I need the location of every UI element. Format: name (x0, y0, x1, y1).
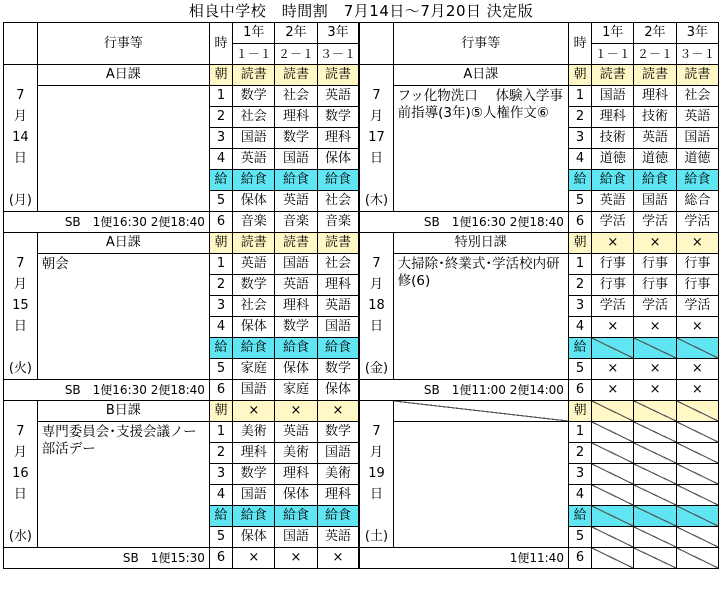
subject-cell: 国語 (275, 527, 317, 548)
subject-cell: 国語 (275, 254, 317, 275)
subject-cell: 学活 (634, 212, 676, 233)
period-label: 1 (209, 86, 232, 107)
grade-header: 2年 (275, 23, 317, 44)
subject-cell: × (233, 401, 275, 422)
subject-cell (592, 443, 634, 464)
date-char (4, 170, 38, 191)
date-char (359, 506, 393, 527)
subject-cell: 行事 (634, 254, 676, 275)
grade-header: 2年 (634, 23, 676, 44)
subject-cell: 保体 (233, 527, 275, 548)
subject-cell: 保体 (233, 191, 275, 212)
subject-cell: 保体 (275, 359, 317, 380)
subject-cell: 読書 (592, 65, 634, 86)
date-char: 日 (4, 485, 38, 506)
subject-cell: 英語 (317, 296, 359, 317)
subject-cell: × (676, 233, 718, 254)
date-char: (月) (4, 191, 38, 212)
subject-cell: 国語 (275, 149, 317, 170)
subject-cell: × (676, 317, 718, 338)
subject-cell: 社会 (676, 86, 718, 107)
date-blank (4, 65, 38, 86)
subject-cell: 社会 (233, 296, 275, 317)
course-label (393, 401, 568, 422)
date-char: 月 (4, 275, 38, 296)
class-header: ３－１ (317, 44, 359, 65)
subject-cell: 行事 (676, 275, 718, 296)
subject-cell: × (233, 548, 275, 569)
period-label: 1 (209, 422, 232, 443)
subject-cell: 英語 (592, 191, 634, 212)
subject-cell: 理科 (634, 86, 676, 107)
subject-cell: 給食 (275, 338, 317, 359)
period-label: 4 (209, 149, 232, 170)
grade-header: 1年 (592, 23, 634, 44)
subject-cell: × (275, 548, 317, 569)
period-label: 1 (209, 254, 232, 275)
subject-cell: 国語 (592, 86, 634, 107)
event-notes (393, 422, 568, 548)
subject-cell: 給食 (275, 506, 317, 527)
course-label: A日課 (393, 65, 568, 86)
subject-cell: 数学 (233, 86, 275, 107)
subject-cell: 国語 (233, 380, 275, 401)
subject-cell: × (634, 359, 676, 380)
period-label: 給 (568, 170, 591, 191)
period-label: 朝 (209, 401, 232, 422)
subject-cell: 理科 (233, 443, 275, 464)
period-label: 6 (568, 212, 591, 233)
subject-cell: 理科 (275, 464, 317, 485)
period-label: 3 (568, 464, 591, 485)
date-blank (4, 233, 38, 254)
subject-cell (676, 401, 718, 422)
subject-cell: 読書 (676, 65, 718, 86)
date-char (4, 506, 38, 527)
subject-cell: 理科 (317, 485, 359, 506)
date-char: 7 (359, 86, 393, 107)
subject-cell (592, 464, 634, 485)
period-header-right: 時 (568, 23, 591, 65)
subject-cell: 学活 (592, 296, 634, 317)
period-label: 2 (568, 107, 591, 128)
period-label: 2 (209, 107, 232, 128)
subject-cell: 道徳 (634, 149, 676, 170)
timetable-grid (3, 22, 719, 569)
period-label: 5 (568, 527, 591, 548)
subject-cell: 数学 (317, 359, 359, 380)
subject-cell (676, 548, 718, 569)
period-label: 3 (568, 296, 591, 317)
subject-cell (676, 485, 718, 506)
subject-cell: 音楽 (233, 212, 275, 233)
page-title: 相良中学校 時間割 7月14日～7月20日 決定版 (188, 2, 534, 20)
bus-schedule: SB 1便16:30 2便18:40 (4, 380, 210, 401)
bus-schedule: SB 1便16:30 2便18:40 (4, 212, 210, 233)
subject-cell: 社会 (233, 107, 275, 128)
subject-cell: 学活 (634, 296, 676, 317)
date-char: 日 (359, 149, 393, 170)
subject-cell (676, 338, 718, 359)
subject-cell (592, 485, 634, 506)
period-label: 3 (568, 128, 591, 149)
subject-cell (592, 527, 634, 548)
period-label: 1 (568, 86, 591, 107)
period-label: 4 (568, 485, 591, 506)
subject-cell: 行事 (676, 254, 718, 275)
subject-cell: 学活 (676, 212, 718, 233)
subject-cell: × (592, 380, 634, 401)
event-notes: 大掃除･終業式･学活校内研修(6) (393, 254, 568, 380)
subject-cell: 国語 (317, 317, 359, 338)
date-char: 月 (4, 107, 38, 128)
period-label: 朝 (568, 233, 591, 254)
date-header-right (359, 23, 393, 65)
date-header-left (4, 23, 38, 65)
bus-schedule: SB 1便11:00 2便14:00 (359, 380, 568, 401)
date-char: 月 (359, 275, 393, 296)
subject-cell: × (275, 401, 317, 422)
class-header: １－１ (233, 44, 275, 65)
period-label: 4 (209, 317, 232, 338)
period-label: 1 (568, 254, 591, 275)
event-notes: フッ化物洗口 体験入学事前指導(3年)⑤人権作文⑥ (393, 86, 568, 212)
class-header: ２－１ (634, 44, 676, 65)
period-label: 6 (209, 548, 232, 569)
date-blank (359, 65, 393, 86)
subject-cell: × (634, 233, 676, 254)
subject-cell: 英語 (233, 149, 275, 170)
subject-cell: 美術 (275, 443, 317, 464)
subject-cell: × (592, 359, 634, 380)
subject-cell: 総合 (676, 191, 718, 212)
date-char (359, 338, 393, 359)
subject-cell: × (676, 380, 718, 401)
subject-cell: × (592, 317, 634, 338)
subject-cell: 理科 (275, 296, 317, 317)
date-char: (水) (4, 527, 38, 548)
bus-schedule: 1便11:40 (359, 548, 568, 569)
event-notes (37, 86, 209, 212)
subject-cell: 社会 (317, 254, 359, 275)
subject-cell: 行事 (634, 275, 676, 296)
date-char: (火) (4, 359, 38, 380)
subject-cell: 読書 (275, 65, 317, 86)
subject-cell: 社会 (275, 86, 317, 107)
subject-cell: 学活 (592, 212, 634, 233)
subject-cell: 給食 (233, 338, 275, 359)
period-label: 4 (568, 317, 591, 338)
subject-cell: 英語 (634, 128, 676, 149)
subject-cell (634, 527, 676, 548)
event-header-left: 行事等 (37, 23, 209, 65)
subject-cell: 保体 (275, 485, 317, 506)
subject-cell: 音楽 (275, 212, 317, 233)
class-header: ３－１ (676, 44, 718, 65)
date-char: 7 (4, 422, 38, 443)
date-char (4, 338, 38, 359)
subject-cell (676, 422, 718, 443)
subject-cell (592, 401, 634, 422)
period-label: 2 (568, 275, 591, 296)
bus-schedule: SB 1便16:30 2便18:40 (359, 212, 568, 233)
period-label: 朝 (209, 233, 232, 254)
subject-cell: 理科 (275, 107, 317, 128)
period-label: 2 (209, 275, 232, 296)
period-label: 6 (209, 380, 232, 401)
subject-cell: × (592, 233, 634, 254)
period-label: 5 (209, 359, 232, 380)
subject-cell: 国語 (676, 128, 718, 149)
date-char: 月 (4, 443, 38, 464)
period-label: 3 (209, 464, 232, 485)
period-label: 5 (568, 359, 591, 380)
period-label: 2 (568, 443, 591, 464)
period-label: 給 (568, 506, 591, 527)
subject-cell: 国語 (233, 485, 275, 506)
course-label: A日課 (37, 233, 209, 254)
subject-cell: × (317, 401, 359, 422)
subject-cell: 読書 (275, 233, 317, 254)
subject-cell: 読書 (317, 65, 359, 86)
subject-cell: 道徳 (592, 149, 634, 170)
date-char (359, 170, 393, 191)
subject-cell: 行事 (592, 275, 634, 296)
subject-cell (676, 527, 718, 548)
subject-cell (634, 443, 676, 464)
period-label: 朝 (209, 65, 232, 86)
grade-header: 3年 (676, 23, 718, 44)
subject-cell (634, 548, 676, 569)
period-label: 給 (568, 338, 591, 359)
date-char: 16 (4, 464, 38, 485)
subject-cell: 英語 (275, 191, 317, 212)
date-char: 月 (359, 443, 393, 464)
subject-cell: 国語 (233, 128, 275, 149)
subject-cell: 読書 (233, 233, 275, 254)
date-char: 18 (359, 296, 393, 317)
subject-cell: 行事 (592, 254, 634, 275)
subject-cell: 英語 (275, 422, 317, 443)
period-label: 5 (209, 191, 232, 212)
subject-cell: 保体 (317, 149, 359, 170)
period-label: 6 (209, 212, 232, 233)
period-label: 2 (209, 443, 232, 464)
date-char: 17 (359, 128, 393, 149)
subject-cell (592, 506, 634, 527)
period-label: 朝 (568, 401, 591, 422)
period-label: 5 (568, 191, 591, 212)
subject-cell (676, 464, 718, 485)
period-label: 5 (209, 527, 232, 548)
period-label: 朝 (568, 65, 591, 86)
class-header: １－１ (592, 44, 634, 65)
date-char: (木) (359, 191, 393, 212)
subject-cell (634, 401, 676, 422)
subject-cell: 読書 (317, 233, 359, 254)
subject-cell: 数学 (233, 464, 275, 485)
subject-cell: 数学 (275, 128, 317, 149)
subject-cell: 給食 (634, 170, 676, 191)
subject-cell: 給食 (317, 170, 359, 191)
subject-cell: 道徳 (676, 149, 718, 170)
subject-cell: 給食 (676, 170, 718, 191)
date-char: 7 (4, 254, 38, 275)
subject-cell: × (634, 317, 676, 338)
subject-cell: 英語 (233, 254, 275, 275)
course-label: A日課 (37, 65, 209, 86)
period-label: 給 (209, 170, 232, 191)
period-header-left: 時 (209, 23, 232, 65)
subject-cell: 給食 (317, 506, 359, 527)
subject-cell: 英語 (317, 86, 359, 107)
date-blank (4, 401, 38, 422)
subject-cell: 英語 (676, 107, 718, 128)
period-label: 6 (568, 548, 591, 569)
date-char: 月 (359, 107, 393, 128)
subject-cell: 技術 (634, 107, 676, 128)
class-header: ２－１ (275, 44, 317, 65)
event-notes: 朝会 (37, 254, 209, 380)
subject-cell (592, 548, 634, 569)
date-blank (359, 401, 393, 422)
subject-cell: 数学 (317, 107, 359, 128)
period-label: 6 (568, 380, 591, 401)
subject-cell: 数学 (233, 275, 275, 296)
course-label: B日課 (37, 401, 209, 422)
subject-cell: 読書 (233, 65, 275, 86)
subject-cell: × (676, 359, 718, 380)
date-char: (金) (359, 359, 393, 380)
subject-cell: 国語 (317, 443, 359, 464)
date-char: 日 (4, 149, 38, 170)
period-label: 給 (209, 506, 232, 527)
subject-cell (676, 443, 718, 464)
subject-cell (634, 338, 676, 359)
subject-cell: 給食 (592, 170, 634, 191)
date-char: 7 (4, 86, 38, 107)
subject-cell (676, 506, 718, 527)
subject-cell: 国語 (634, 191, 676, 212)
subject-cell (592, 422, 634, 443)
date-char: 7 (359, 422, 393, 443)
date-char: 15 (4, 296, 38, 317)
subject-cell: 家庭 (233, 359, 275, 380)
subject-cell: 音楽 (317, 212, 359, 233)
subject-cell: 給食 (317, 338, 359, 359)
period-label: 給 (209, 338, 232, 359)
subject-cell (634, 464, 676, 485)
subject-cell: × (634, 380, 676, 401)
subject-cell: 保体 (233, 317, 275, 338)
bus-schedule: SB 1便15:30 (4, 548, 210, 569)
subject-cell: 理科 (317, 128, 359, 149)
date-char: 19 (359, 464, 393, 485)
subject-cell: 美術 (233, 422, 275, 443)
period-label: 3 (209, 128, 232, 149)
subject-cell: 理科 (317, 275, 359, 296)
subject-cell (634, 506, 676, 527)
event-notes: 専門委員会･支援会議ノー部活デー (37, 422, 209, 548)
subject-cell: 英語 (275, 275, 317, 296)
subject-cell: 技術 (592, 128, 634, 149)
grade-header: 1年 (233, 23, 275, 44)
date-char: 14 (4, 128, 38, 149)
subject-cell: 給食 (275, 170, 317, 191)
subject-cell: 家庭 (275, 380, 317, 401)
date-char: (土) (359, 527, 393, 548)
subject-cell: × (317, 548, 359, 569)
subject-cell: 保体 (317, 380, 359, 401)
date-blank (359, 233, 393, 254)
date-char: 日 (4, 317, 38, 338)
subject-cell: 給食 (233, 506, 275, 527)
subject-cell: 読書 (634, 65, 676, 86)
subject-cell (634, 485, 676, 506)
subject-cell: 学活 (676, 296, 718, 317)
subject-cell: 美術 (317, 464, 359, 485)
subject-cell: 理科 (592, 107, 634, 128)
period-label: 1 (568, 422, 591, 443)
subject-cell: 社会 (317, 191, 359, 212)
subject-cell (592, 338, 634, 359)
date-char: 日 (359, 317, 393, 338)
date-char: 日 (359, 485, 393, 506)
course-label: 特別日課 (393, 233, 568, 254)
period-label: 3 (209, 296, 232, 317)
period-label: 4 (209, 485, 232, 506)
subject-cell: 数学 (275, 317, 317, 338)
grade-header: 3年 (317, 23, 359, 44)
subject-cell: 給食 (233, 170, 275, 191)
subject-cell (634, 422, 676, 443)
subject-cell: 数学 (317, 422, 359, 443)
event-header-right: 行事等 (393, 23, 568, 65)
period-label: 4 (568, 149, 591, 170)
date-char: 7 (359, 254, 393, 275)
subject-cell: 英語 (317, 527, 359, 548)
